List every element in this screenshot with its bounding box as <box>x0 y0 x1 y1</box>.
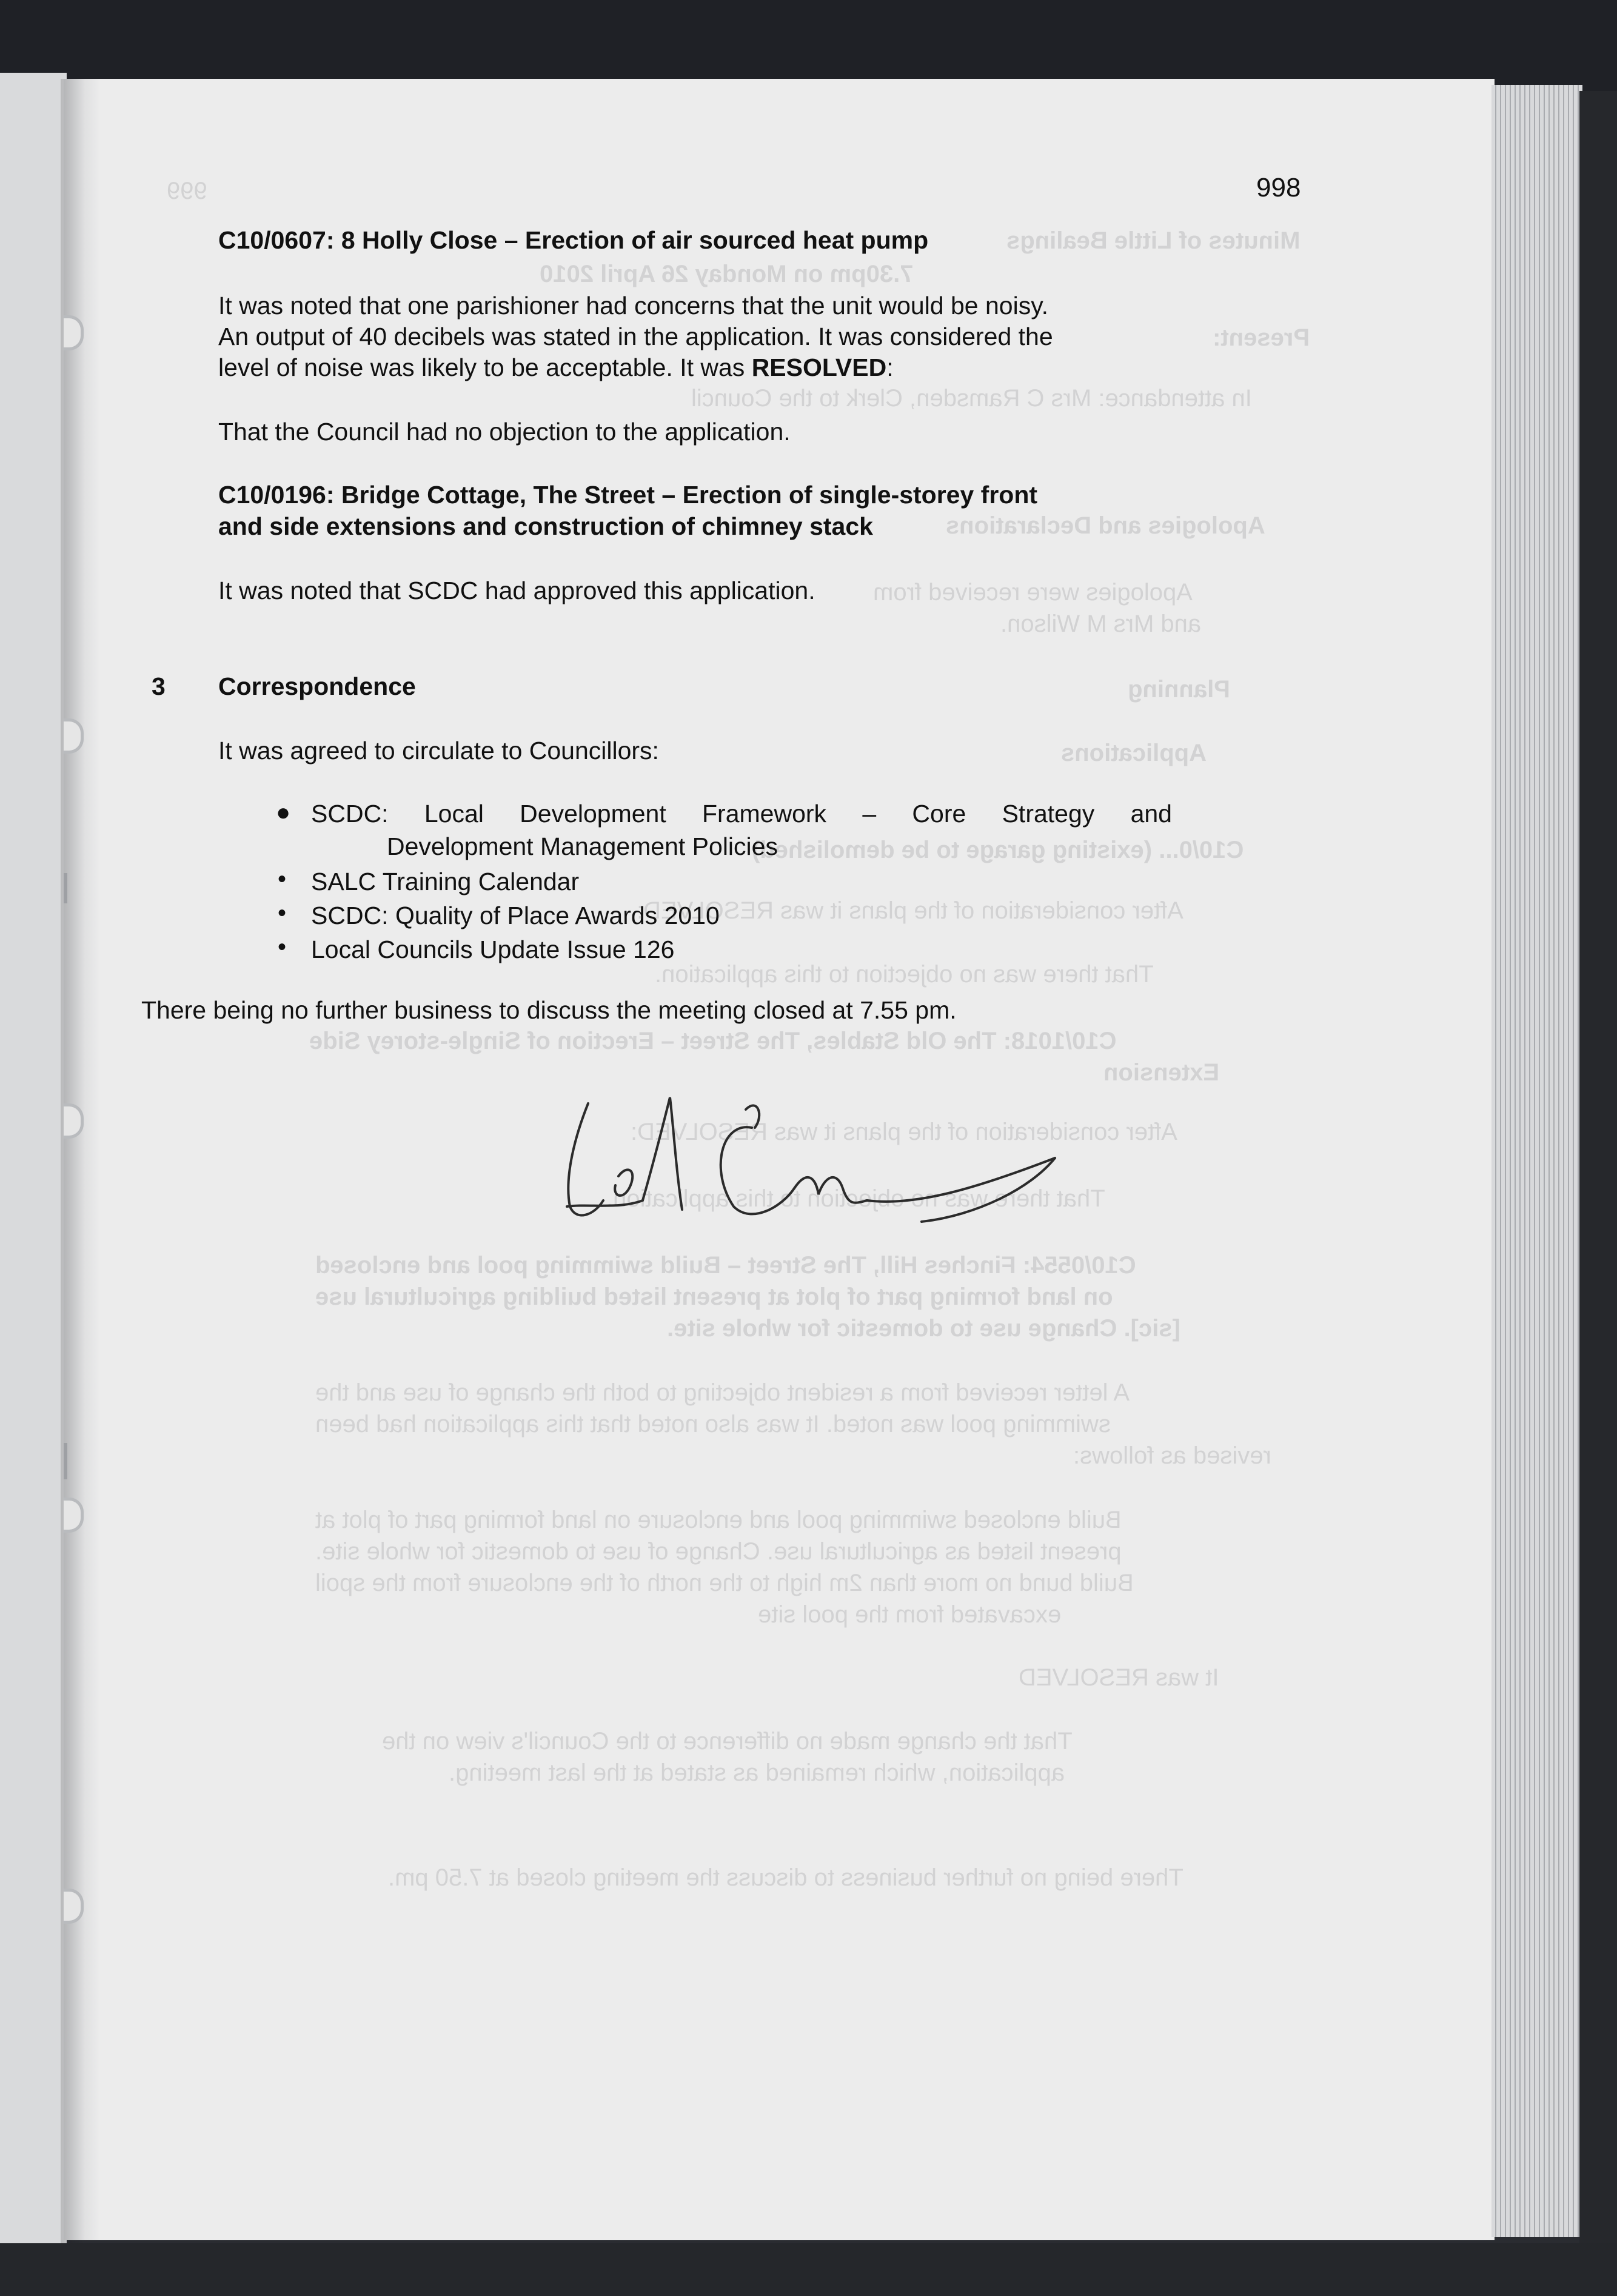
binder-mark <box>64 873 67 903</box>
correspondence-bullet-4: Local Councils Update Issue 126 <box>311 935 675 963</box>
bullet-icon: ● <box>276 799 291 826</box>
bleed-through-that1: That the change made no difference to the Council's view on the <box>382 1728 1073 1755</box>
bleed-through-app3c: [sic]. Change use to domestic for whole site. <box>667 1315 1180 1342</box>
bleed-through-item1-text: Apologies were received from <box>873 579 1193 606</box>
heat-pump-resolution: That the Council had no objection to the application. <box>218 418 791 446</box>
bleed-through-app3b: on land forming part of plot at present listed building agricultural use <box>315 1284 1113 1310</box>
bleed-through-item1-text2: and Mrs M Wilson. <box>1000 611 1202 637</box>
bleed-through-page-number: 999 <box>167 178 207 204</box>
bleed-through-present: Present: <box>1213 324 1310 351</box>
bleed-through-that2: application, which remained as stated at the last meeting. <box>449 1759 1065 1786</box>
heat-pump-para-line: It was noted that one parishioner had concerns that the unit would be noisy. <box>218 292 1049 320</box>
bleed-through-bullet2: That there was no objection to this application. <box>606 1185 1105 1212</box>
correspondence-bullet-1 <box>311 798 1172 829</box>
bullet-icon: • <box>278 900 287 926</box>
bullet-1-word: – <box>862 800 877 828</box>
bullet-1-word: Core <box>912 800 966 828</box>
bleed-through-item1: Apologies and Declarations <box>946 512 1265 539</box>
binder-top <box>0 0 1617 91</box>
bullet-1-word: SCDC: <box>311 800 389 828</box>
bleed-through-date: 7.30pm on Monday 26 April 2010 <box>540 261 914 287</box>
bullet-1-word: Local <box>424 800 484 828</box>
bullet-icon: • <box>278 866 287 892</box>
bullet-1-word: Framework <box>702 800 827 828</box>
bullet-1-word: Strategy <box>1002 800 1095 828</box>
bridge-cottage-heading: C10/0196: Bridge Cottage, The Street – Erection of single-storey front <box>218 481 1038 509</box>
bleed-through-item2: Planning <box>1128 676 1230 703</box>
bridge-cottage-note: It was noted that SCDC had approved this application. <box>218 577 815 604</box>
correspondence-bullet-3: SCDC: Quality of Place Awards 2010 <box>311 902 720 929</box>
bleed-through-app2: C10/1018: The Old Stables, The Street – Erection of Single-storey Side <box>309 1028 1117 1054</box>
resolved-emphasis: RESOLVED <box>751 353 887 381</box>
binder-right <box>1579 91 1617 2296</box>
bridge-cottage-heading: and side extensions and construction of chimney stack <box>218 512 873 540</box>
bleed-through-build3: Build bund no more than 2m high to the north of the enclosure from the spoil <box>315 1570 1134 1596</box>
bleed-through-app3: C10/0554: Finches Hill, The Street – Build swimming pool and enclosed <box>315 1252 1136 1279</box>
bleed-through-resolved: It was RESOLVED <box>1019 1664 1219 1691</box>
closing-statement: There being no further business to discuss the meeting closed at 7.55 pm. <box>141 996 957 1024</box>
binder-bottom <box>0 2243 1617 2296</box>
bleed-through-after2: After consideration of the plans it was RESOLVED: <box>631 1119 1177 1145</box>
correspondence-title: Correspondence <box>218 672 416 700</box>
bleed-through-build2: present listed as agricultural use. Change of use to domestic for whole site. <box>315 1538 1122 1565</box>
bleed-through-title: Minutes of Little Bealings <box>1006 227 1301 254</box>
bleed-through-applications: Applications <box>1061 740 1207 766</box>
bleed-through-bullet: That there was no objection to this application. <box>655 961 1154 988</box>
bleed-through-build4: excavated from the pool site <box>758 1601 1062 1628</box>
bleed-through-letter2: swimming pool was noted. It was also noted that this application had been <box>315 1411 1111 1438</box>
heat-pump-para-line <box>218 352 894 383</box>
bleed-through-closing: There being no further business to discuss the meeting closed at 7.50 pm. <box>388 1864 1183 1891</box>
correspondence-number: 3 <box>152 672 166 700</box>
correspondence-intro: It was agreed to circulate to Councillors: <box>218 737 659 765</box>
correspondence-bullet-2: SALC Training Calendar <box>311 868 580 895</box>
bullet-icon: • <box>278 934 287 960</box>
bullet-1-word: Development <box>520 800 666 828</box>
heat-pump-heading: C10/0607: 8 Holly Close – Erection of air sourced heat pump <box>218 226 929 254</box>
page-number: 998 <box>1256 173 1301 202</box>
binding-shadow <box>61 79 85 2274</box>
bleed-through-letter1: A letter received from a resident objecting to both the change of use and the <box>315 1379 1130 1406</box>
correspondence-bullet-1-continued: Development Management Policies <box>387 832 778 860</box>
left-page-edge <box>0 73 67 2274</box>
bleed-through-app2b: Extension <box>1103 1059 1220 1086</box>
signature-image <box>552 1085 1085 1231</box>
bleed-through-build1: Build enclosed swimming pool and enclosure on land forming part of plot at <box>315 1507 1122 1533</box>
bleed-through-after: After consideration of the plans it was RESOLVED: <box>637 897 1183 924</box>
heat-pump-para-colon: : <box>886 353 894 381</box>
heat-pump-para-line: An output of 40 decibels was stated in the application. It was considered the <box>218 323 1053 350</box>
heat-pump-para-text: level of noise was likely to be acceptable. It was <box>218 353 752 381</box>
page-stack-edge <box>1491 85 1582 2237</box>
binder-mark <box>64 1443 67 1479</box>
bullet-1-word: and <box>1130 800 1172 828</box>
bleed-through-letter3: revised as follows: <box>1073 1442 1271 1469</box>
bleed-through-app1: C10/0... (existing garage to be demolished) <box>752 837 1244 863</box>
bleed-through-attendance: In attendance: Mrs C Ramsden, Clerk to the Council <box>691 385 1252 412</box>
